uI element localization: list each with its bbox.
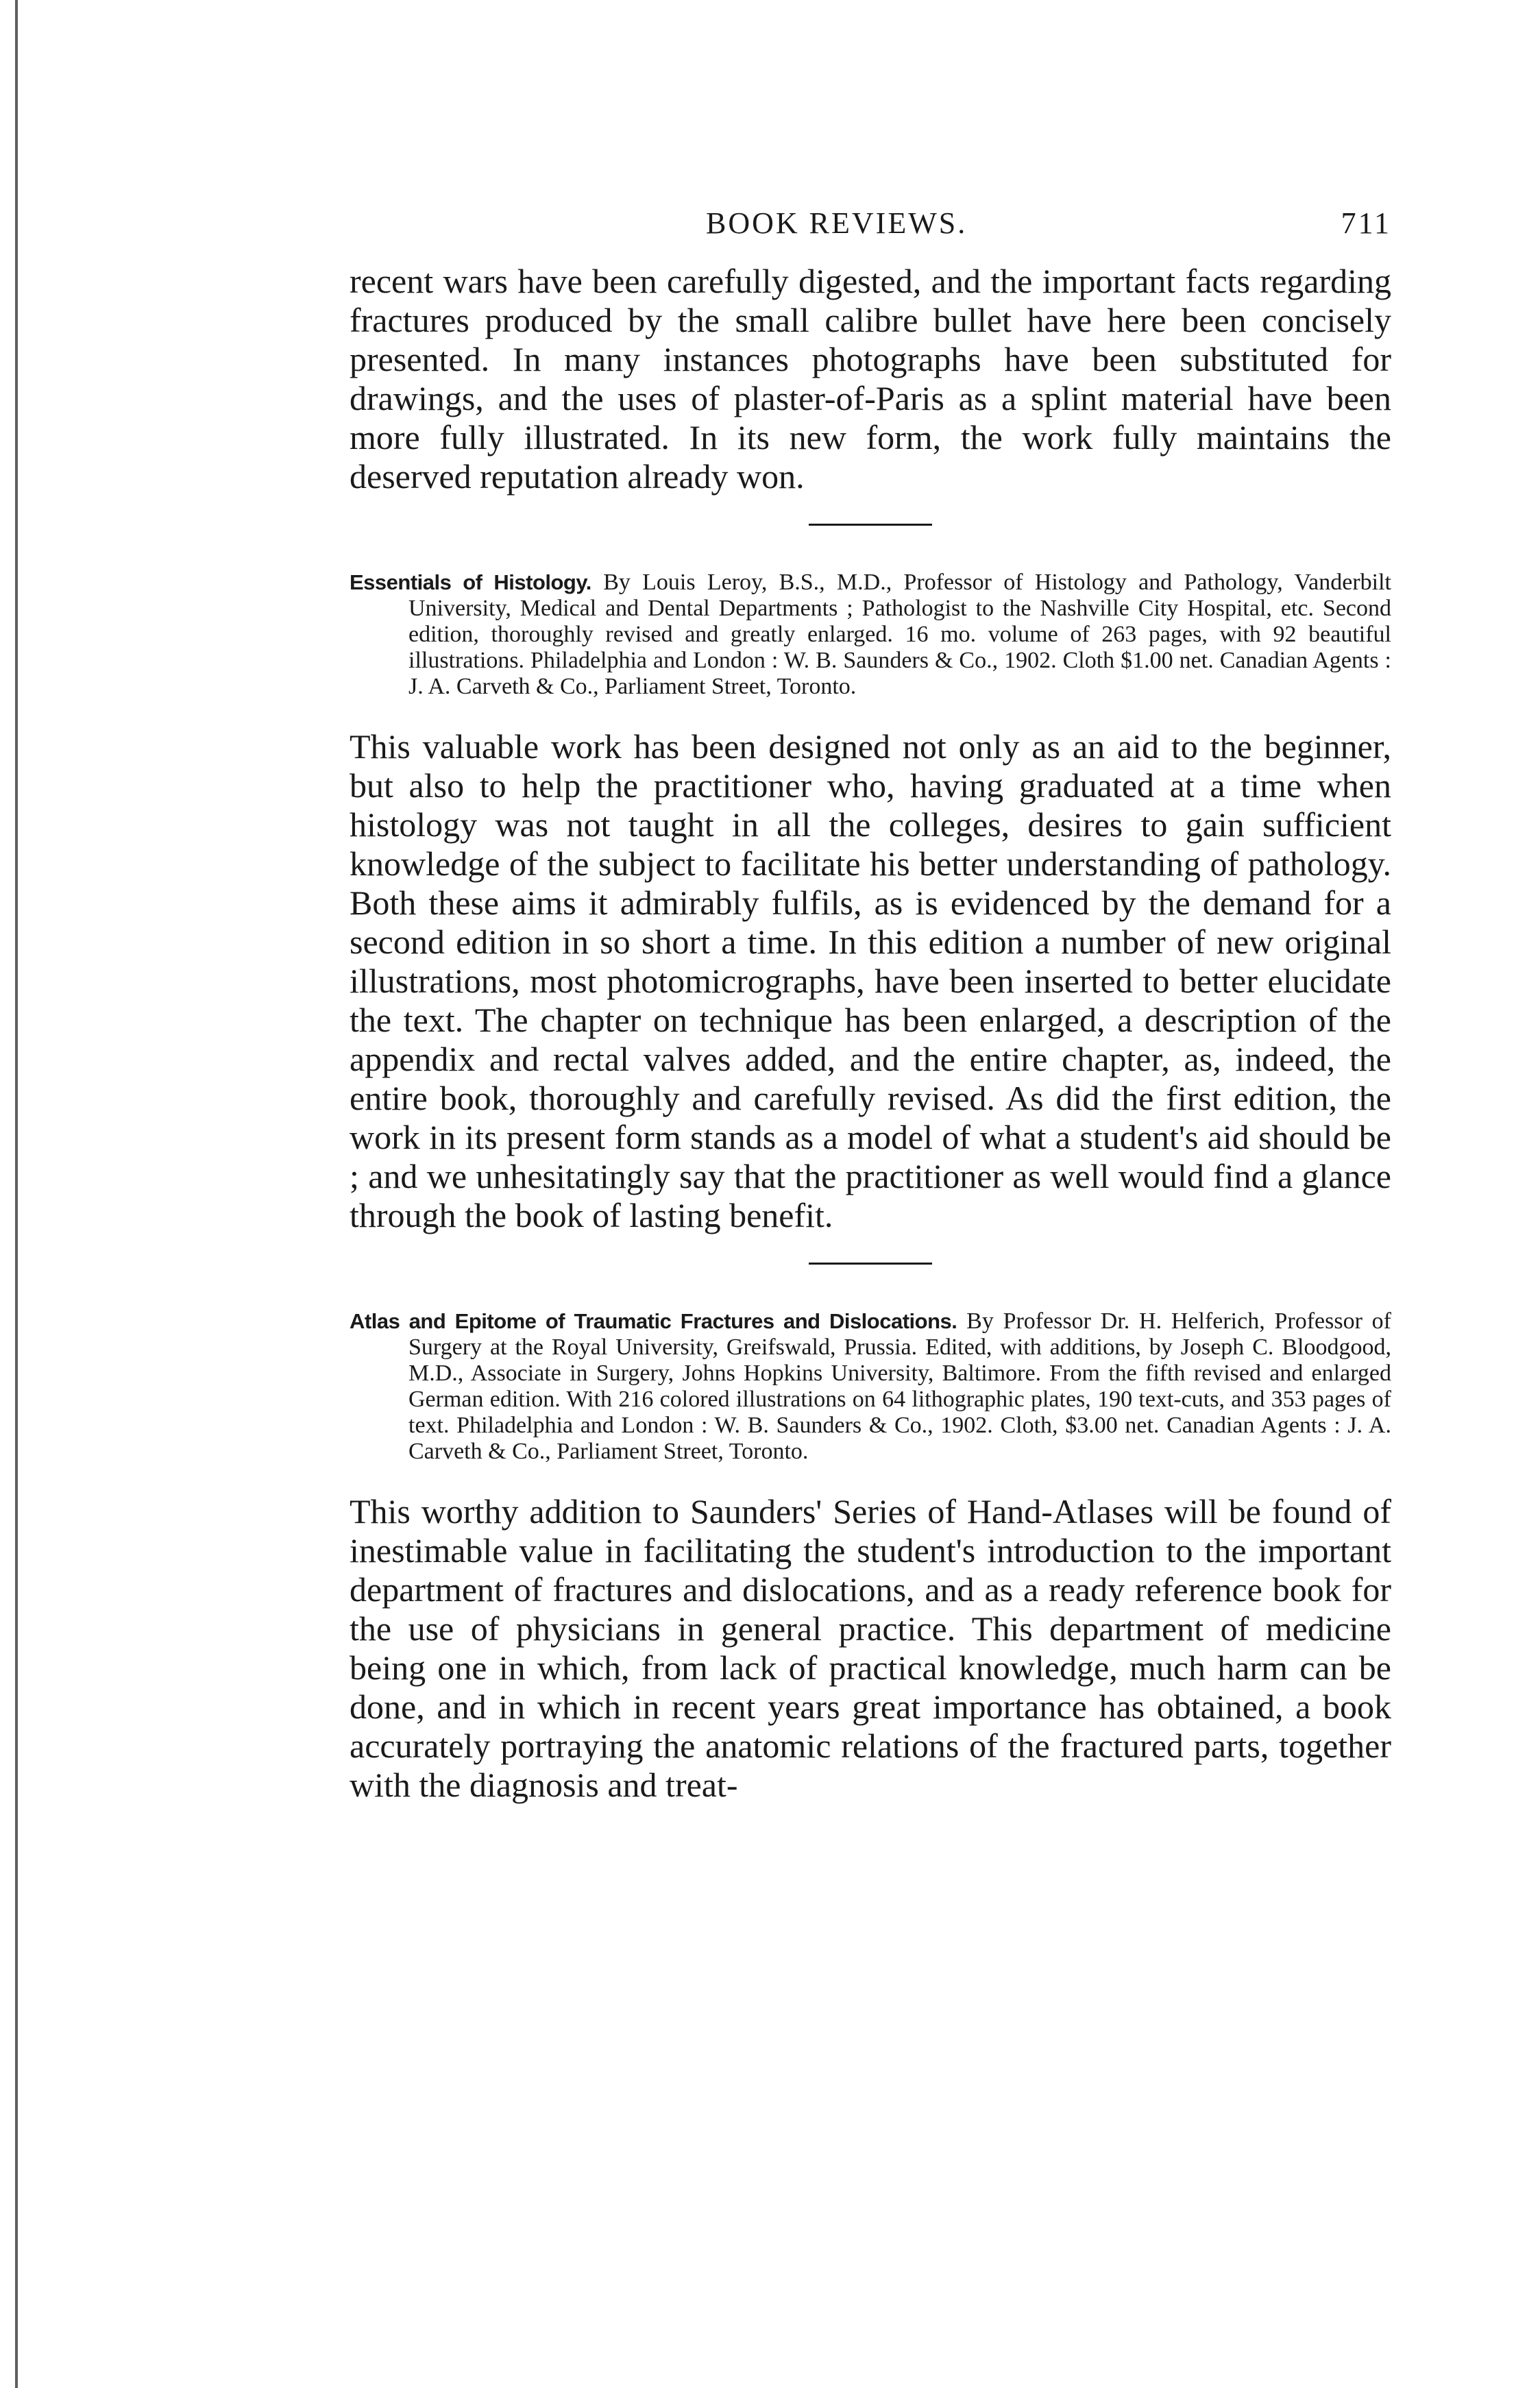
running-title: BOOK REVIEWS. bbox=[706, 206, 968, 240]
review-paragraph-fractures: This worthy addition to Saunders' Series of Hand-Atlases will be found of inestimable value in facilitating the student's introduction to the important department of fractures and dislocations, and as a ready reference book for the use of physicians in general practice. This department of medicine being one in which, from lack of practical knowledge, much harm can be done, and in which in recent years great importance has obtained, a book accurately portraying the anatomic relations of the fractured parts, together with the diagnosis and treat- bbox=[350, 1492, 1391, 1804]
book-page bbox=[350, 206, 1391, 1805]
citation-text-fractures: By Professor Dr. H. Helferich, Professor of Surgery at the Royal University, Greifswald, Prussia. Edited, with additions, by Joseph C. Bloodgood, M.D., Associate in Surgery, Johns Hopkins University, Baltimore. From the fifth revised and enlarged German edition. With 216 colored illustrations on 64 lithographic plates, 190 text-cuts, and 353 pages of text. Philadelphia and London : W. B. Saunders & Co., 1902. Cloth, $3.00 net. Canadian Agents : J. A. Carveth & Co., Parliament Street, Toronto. bbox=[408, 1308, 1391, 1464]
book-citation-histology bbox=[350, 570, 1391, 700]
page-number: 711 bbox=[1341, 206, 1391, 240]
book-title-histology: Essentials of Histology. bbox=[350, 570, 591, 594]
intro-paragraph: recent wars have been carefully digested, and the important facts regarding fractures produced by the small calibre bullet have here been concisely presented. In many instances photographs have been substituted for drawings, and the uses of plaster-of-Paris as a splint material have been more fully illustrated. In its new form, the work fully maintains the deserved reputation already won. bbox=[350, 262, 1391, 496]
section-divider bbox=[809, 524, 932, 526]
book-title-fractures: Atlas and Epitome of Traumatic Fractures and Dislocations. bbox=[350, 1309, 957, 1333]
review-paragraph-histology: This valuable work has been designed not only as an aid to the beginner, but also to help the practitioner who, having graduated at a time when histology was not taught in all the colleges, desires to gain sufficient knowledge of the subject to facilitate his better understanding of pathology. Both these aims it admirably fulfils, as is evidenced by the demand for a second edition in so short a time. In this edition a number of new original illustrations, most photomicrographs, have been inserted to better elucidate the text. The chapter on technique has been enlarged, a description of the appendix and rectal valves added, and the entire chapter, as, indeed, the entire book, thoroughly and carefully revised. As did the first edition, the work in its present form stands as a model of what a student's aid should be ; and we unhesitatingly say that the practitioner as well would find a glance through the book of lasting benefit. bbox=[350, 727, 1391, 1234]
citation-text-histology: By Louis Leroy, B.S., M.D., Professor of Histology and Pathology, Vanderbilt University, Medical and Dental Departments ; Pathologist to the Nashville City Hospital, etc. Second edition, thoroughly revised and greatly enlarged. 16 mo. volume of 263 pages, with 92 beautiful illustrations. Philadelphia and London : W. B. Saunders & Co., 1902. Cloth $1.00 net. Canadian Agents : J. A. Carveth & Co., Parliament Street, Toronto. bbox=[408, 570, 1391, 699]
running-head bbox=[350, 206, 1391, 247]
book-citation-fractures bbox=[350, 1308, 1391, 1465]
page-binding-edge bbox=[0, 0, 18, 2388]
section-divider bbox=[809, 1263, 932, 1265]
